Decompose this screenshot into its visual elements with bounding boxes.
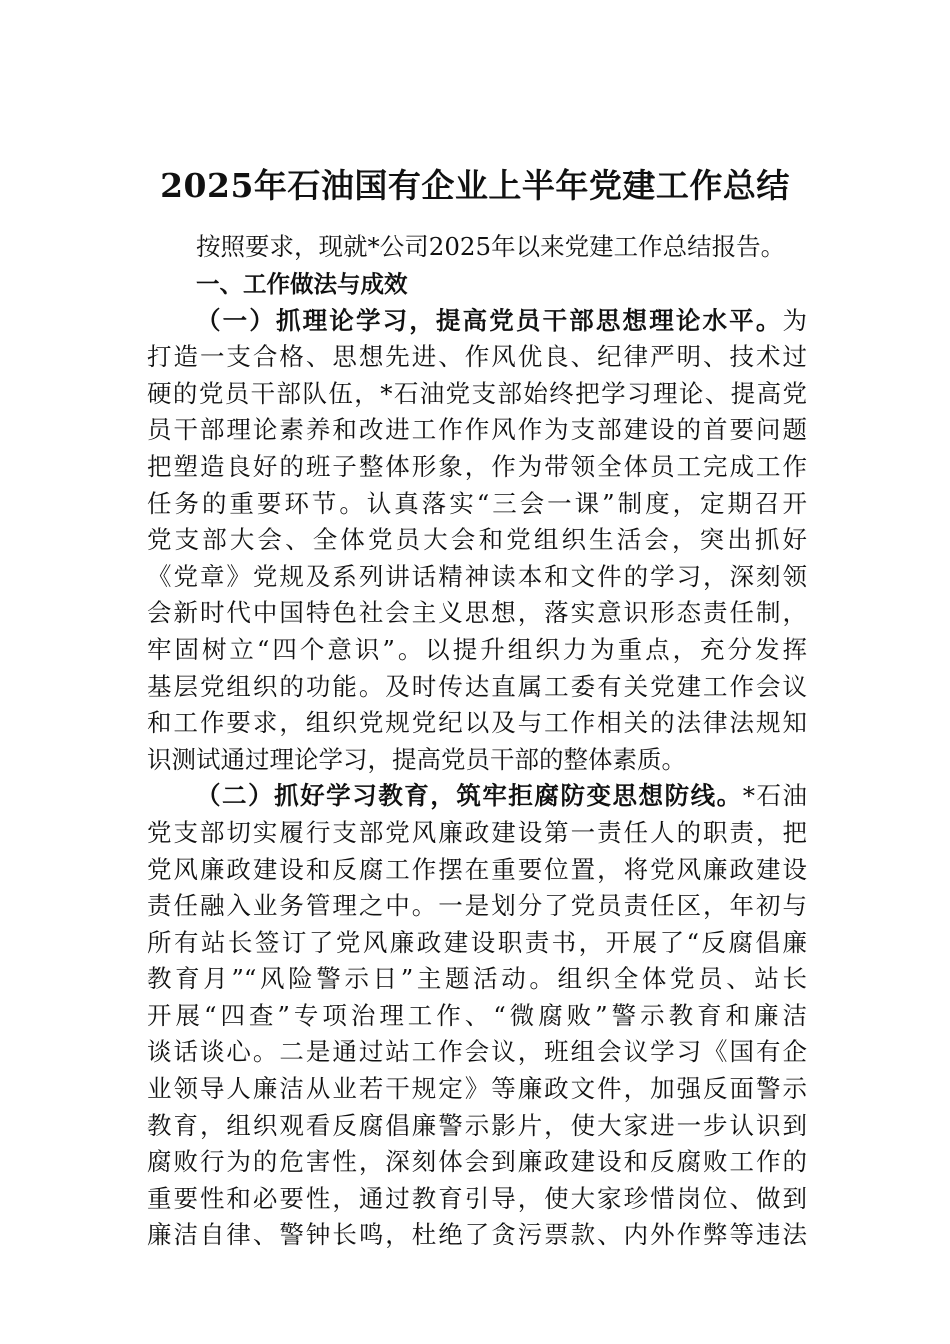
paragraph-line: 廉洁自律、警钟长鸣，杜绝了贪污票款、内外作弊等违法 [147,1220,807,1250]
paragraph-text: *石油 [742,781,807,811]
subsection-heading: （一）抓理论学习，提高党员干部思想理论水平。 [196,305,783,335]
paragraph-line: 党风廉政建设和反腐工作摆在重要位置，将党风廉政建设 [147,854,807,884]
paragraph-line: 和工作要求，组织党规党纪以及与工作相关的法律法规知 [147,708,807,738]
paragraph-line: 员干部理论素养和改进工作作风作为支部建设的首要问题 [147,415,807,445]
paragraph-line: 牢固树立“四个意识”。以提升组织力为重点，充分发挥 [147,634,807,664]
intro-paragraph: 按照要求，现就*公司2025年以来党建工作总结报告。 [196,232,786,261]
paragraph-line: 《党章》党规及系列讲话精神读本和文件的学习，深刻领 [147,561,807,591]
paragraph-line: 基层党组织的功能。及时传达直属工委有关党建工作会议 [147,671,807,701]
paragraph-line: 腐败行为的危害性，深刻体会到廉政建设和反腐败工作的 [147,1147,807,1177]
paragraph-line: 责任融入业务管理之中。一是划分了党员责任区，年初与 [147,891,807,921]
paragraph-line: 业领导人廉洁从业若干规定》等廉政文件，加强反面警示 [147,1074,807,1104]
document-body [147,228,807,1254]
paragraph-line: 所有站长签订了党风廉政建设职责书，开展了“反腐倡廉 [147,927,807,957]
paragraph-line [147,303,807,340]
paragraph-line: 党支部切实履行支部党风廉政建设第一责任人的职责，把 [147,817,807,847]
paragraph-line: 党支部大会、全体党员大会和党组织生活会，突出抓好 [147,525,807,555]
paragraph-line: 任务的重要环节。认真落实“三会一课”制度，定期召开 [147,488,807,518]
paragraph-line: 开展“四查”专项治理工作、“微腐败”警示教育和廉洁 [147,1000,807,1030]
paragraph-line: 会新时代中国特色社会主义思想，落实意识形态责任制， [147,598,807,628]
paragraph-line: 教育，组织观看反腐倡廉警示影片，使大家进一步认识到 [147,1110,807,1140]
paragraph-line: 识测试通过理论学习，提高党员干部的整体素质。 [147,744,686,774]
section-heading: 一、工作做法与成效 [196,270,408,298]
paragraph-text: 为 [782,305,807,335]
paragraph-line [147,778,807,815]
paragraph-line: 打造一支合格、思想先进、作风优良、纪律严明、技术过 [147,342,807,372]
paragraph-line: 教育月”“风险警示日”主题活动。组织全体党员、站长 [147,964,807,994]
paragraph-line: 硬的党员干部队伍，*石油党支部始终把学习理论、提高党 [147,378,807,408]
subsection-heading: （二）抓好学习教育，筑牢拒腐防变思想防线。 [196,781,743,811]
paragraph-line: 重要性和必要性，通过教育引导，使大家珍惜岗位、做到 [147,1183,807,1213]
paragraph-line: 把塑造良好的班子整体形象，作为带领全体员工完成工作 [147,451,807,481]
paragraph-line: 谈话谈心。二是通过站工作会议，班组会议学习《国有企 [147,1037,807,1067]
document-title: 2025年石油国有企业上半年党建工作总结 [160,166,790,205]
